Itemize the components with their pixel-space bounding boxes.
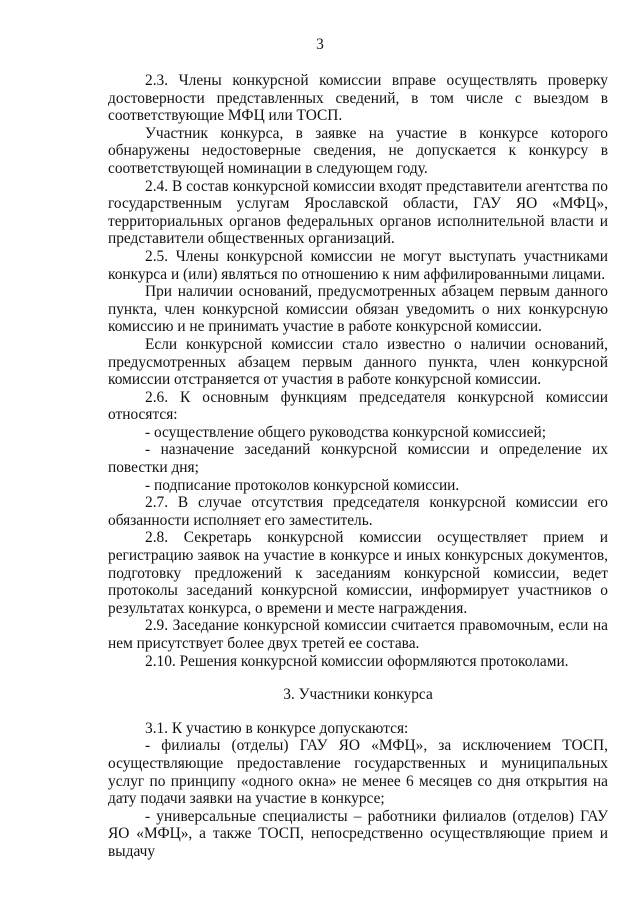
paragraph-2-10: 2.10. Решения конкурсной комиссии оформляются протоколами. (145, 652, 569, 670)
list-item-specialists: - универсальные специалисты – работники филиалов (отделов) ГАУ ЯО «МФЦ», а также ТОСП, непосредственно осуществляющие прием и выдачу (108, 807, 608, 860)
list-item-schedule-meetings: - назначение заседаний конкурсной комиссии и определение их повестки дня; (108, 441, 608, 477)
paragraph-2-7: 2.7. В случае отсутствия председателя конкурсной комиссии его обязанности исполняет его заместитель. (108, 494, 608, 529)
paragraph-2-8: 2.8. Секретарь конкурсной комиссии осуществляет прием и регистрацию заявок на участие в конкурсе и иных конкурсных документов, подготовку предложений к заседаниям конкурсной комиссии, ведет протоколы заседаний конкурсной комиссии, информирует участников о результатах конкурса, о времени и месте награждения. (108, 529, 608, 617)
paragraph-2-4: 2.4. В состав конкурсной комиссии входят представители агентства по государственным услугам Ярославской области, ГАУ ЯО «МФЦ», территориальных органов федеральных органов исполнительной власти и представители общественных организаций. (108, 177, 608, 248)
paragraph-2-6: 2.6. К основным функциям председателя конкурсной комиссии относятся: (108, 388, 608, 424)
paragraph-2-3-note: Участник конкурса, в заявке на участие в конкурсе которого обнаружены недостоверные сведения, не допускается к конкурсу в соответствующей номинации в следующем году. (108, 124, 608, 177)
paragraph-2-5-grounds: При наличии оснований, предусмотренных абзацем первым данного пункта, член конкурсной комиссии обязан уведомить о них конкурсную комиссию и не принимать участие в работе конкурсной комиссии. (108, 283, 608, 336)
document-body (108, 72, 608, 861)
list-item-branches: - филиалы (отделы) ГАУ ЯО «МФЦ», за исключением ТОСП, осуществляющие предоставление государственных и муниципальных услуг по принципу «одного окна» не менее 6 месяцев со дня открытия на дату подачи заявки на участие в конкурсе; (108, 737, 608, 808)
paragraph-2-5: 2.5. Члены конкурсной комиссии не могут выступать участниками конкурса и (или) являться по отношению к ним аффилированными лицами. (108, 247, 608, 283)
page-number: 3 (316, 36, 324, 53)
paragraph-2-9: 2.9. Заседание конкурсной комиссии считается правомочным, если на нем присутствует более двух третей ее состава. (108, 617, 608, 652)
paragraph-2-5-removal: Если конкурсной комиссии стало известно о наличии оснований, предусмотренных абзацем первым данного пункта, член конкурсной комиссии отстраняется от участия в работе конкурсной комиссии. (108, 335, 608, 389)
list-item-sign-protocols: - подписание протоколов конкурсной комиссии. (145, 476, 460, 494)
list-item-general-management: - осуществление общего руководства конкурсной комиссией; (145, 423, 546, 441)
paragraph-3-1: 3.1. К участию в конкурсе допускаются: (145, 719, 409, 737)
paragraph-2-3: 2.3. Члены конкурсной комиссии вправе осуществлять проверку достоверности представленных сведений, в том числе с выездом в соответствующие МФЦ или ТОСП. (108, 72, 608, 125)
section-title: 3. Участники конкурса (283, 686, 433, 704)
